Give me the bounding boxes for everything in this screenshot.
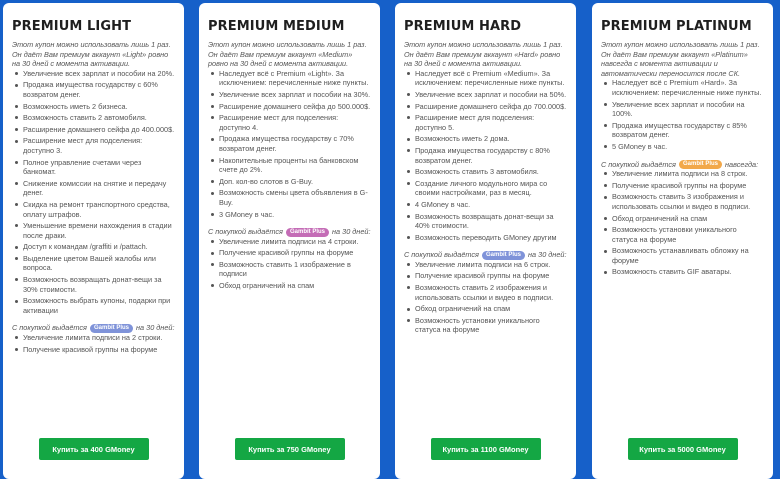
feature-item: Доп. кол-во слотов в G-Buy. [208, 177, 371, 187]
bonus-suffix: на 30 дней: [332, 227, 371, 237]
bonus-item: Увеличение лимита подписи на 4 строки. [208, 237, 371, 247]
feature-item: Расширение мест для подселения: доступно 5. [404, 113, 567, 132]
feature-item: Создание личного модульного мира со своими настройками, раз в месяц. [404, 179, 567, 198]
feature-list [12, 69, 175, 316]
feature-item: Расширение домашнего сейфа до 400.000$. [12, 125, 175, 135]
feature-item: Наследует всё с Premium «Light». За исключением: перечисленные ниже пункты. [208, 69, 371, 88]
card-title: PREMIUM HARD [404, 19, 522, 34]
bonus-prefix: С покупкой выдаётся [601, 159, 676, 169]
feature-item: Расширение домашнего сейфа до 500.000$. [208, 102, 371, 112]
bonus-item: Получение красивой группы на форуме [12, 345, 175, 355]
bonus-heading [601, 160, 764, 170]
feature-list [208, 69, 371, 219]
bonus-item: Возможность ставить GIF аватары. [601, 267, 764, 277]
card-description: Этот купон можно использовать лишь 1 раз. Он даёт Вам премиум аккаунт «Light» ровно на 30 дней с момента активации. [12, 40, 171, 69]
feature-item: Расширение мест для подселения: доступно 3. [12, 136, 175, 155]
gambit-plus-badge: Gambit Plus [90, 324, 133, 333]
card-premium-medium [199, 3, 380, 479]
bonus-item: Увеличение лимита подписи на 8 строк. [601, 169, 764, 179]
bonus-item: Возможность устанавливать обложку на форуме [601, 246, 764, 265]
feature-list [601, 78, 764, 151]
feature-item: Наследует всё с Premium «Hard». За исключением: перечисленные ниже пункты. [601, 78, 764, 97]
gambit-plus-badge: Gambit Plus [482, 251, 525, 260]
card-description: Этот купон можно использовать лишь 1 раз. Он даёт Вам премиум аккаунт «Medium» ровно на 30 дней с момента активации. [208, 40, 367, 69]
feature-item: Продажа имущества государству с 85% возвратом денег. [601, 121, 764, 140]
feature-item: Продажа имущества государству с 70% возвратом денег. [208, 134, 371, 153]
bonus-item: Возможность ставить 2 изображения и использовать ссылки и видео в подписи. [404, 283, 567, 302]
feature-item: Возможность переводить GMoney другим [404, 233, 567, 243]
feature-item: Расширение мест для подселения: доступно 4. [208, 113, 371, 132]
bonus-item: Возможность установки уникального статуса на форуме [601, 225, 764, 244]
bonus-item: Получение красивой группы на форуме [404, 271, 567, 281]
buy-premium-hard-button[interactable]: Купить за 1100 GMoney [431, 438, 541, 460]
bonus-prefix: С покупкой выдаётся [208, 227, 283, 237]
feature-item: Возможность ставить 3 автомобиля. [404, 167, 567, 177]
bonus-item: Получение красивой группы на форуме [601, 181, 764, 191]
bonus-suffix: на 30 дней: [136, 323, 175, 333]
feature-item: 3 GMoney в час. [208, 210, 371, 220]
bonus-item: Увеличение лимита подписи на 2 строки. [12, 333, 175, 343]
card-title: PREMIUM MEDIUM [208, 19, 345, 34]
feature-item: Возможность смены цвета объявления в G-Buy. [208, 188, 371, 207]
bonus-list [601, 169, 764, 277]
card-description: Этот купон можно использовать лишь 1 раз. Он даёт Вам премиум аккаунт «Hard» ровно на 30 дней с момента активации. [404, 40, 563, 69]
feature-item: 5 GMoney в час. [601, 142, 764, 152]
bonus-prefix: С покупкой выдаётся [12, 323, 87, 333]
buy-premium-platinum-button[interactable]: Купить за 5000 GMoney [628, 438, 738, 460]
bonus-item: Увеличение лимита подписи на 6 строк. [404, 260, 567, 270]
bonus-suffix: на 30 дней: [528, 250, 567, 260]
feature-item: Возможность возвращать донат-вещи за 40% стоимости. [404, 212, 567, 231]
bonus-item: Обход ограничений на спам [404, 304, 567, 314]
feature-item: Увеличение всех зарплат и пособии на 30%. [208, 90, 371, 100]
feature-item: 4 GMoney в час. [404, 200, 567, 210]
bonus-prefix: С покупкой выдаётся [404, 250, 479, 260]
bonus-suffix: навсегда: [725, 159, 759, 169]
feature-item: Доступ к командам /graffiti и /pattach. [12, 242, 175, 252]
bonus-list [404, 260, 567, 335]
bonus-item: Обход ограничений на спам [601, 214, 764, 224]
card-title: PREMIUM LIGHT [12, 19, 132, 34]
feature-item: Расширение домашнего сейфа до 700.000$. [404, 102, 567, 112]
card-title: PREMIUM PLATINUM [601, 19, 752, 34]
card-premium-hard [395, 3, 576, 479]
feature-item: Увеличение всех зарплат и пособии на 100%. [601, 100, 764, 119]
card-description: Этот купон можно использовать лишь 1 раз. Он даёт Вам премиум аккаунт «Platinum» навсегда с момента активации и автоматически переносится после СК. [601, 40, 760, 78]
bonus-item: Возможность ставить 3 изображения и использовать ссылки и видео в подписи. [601, 192, 764, 211]
feature-item: Накопительные проценты на банковском счете до 2%. [208, 156, 371, 175]
bonus-item: Обход ограничений на спам [208, 281, 371, 291]
gambit-plus-badge: Gambit Plus [679, 160, 722, 169]
bonus-heading [12, 323, 175, 333]
feature-item: Возможность иметь 2 дома. [404, 134, 567, 144]
bonus-list [208, 237, 371, 291]
card-premium-platinum [592, 3, 773, 479]
gambit-plus-badge: Gambit Plus [286, 228, 329, 237]
feature-item: Скидка на ремонт транспортного средства, оплату штрафов. [12, 200, 175, 219]
feature-item: Возможность иметь 2 бизнеса. [12, 102, 175, 112]
feature-item: Продажа имущества государству с 60% возвратом денег. [12, 80, 175, 99]
bonus-list [12, 333, 175, 354]
buy-premium-light-button[interactable]: Купить за 400 GMoney [39, 438, 149, 460]
feature-item: Снижение комиссии на снятие и передачу денег. [12, 179, 175, 198]
bonus-item: Возможность ставить 1 изображение в подписи [208, 260, 371, 279]
feature-item: Полное управление счетами через банкомат. [12, 158, 175, 177]
card-premium-light [3, 3, 184, 479]
bonus-item: Получение красивой группы на форуме [208, 248, 371, 258]
feature-list [404, 69, 567, 243]
feature-item: Наследует всё с Premium «Medium». За исключением: перечисленные ниже пункты. [404, 69, 567, 88]
feature-item: Уменьшение времени нахождения в стадии после драки. [12, 221, 175, 240]
feature-item: Продажа имущества государству с 80% возвратом денег. [404, 146, 567, 165]
feature-item: Выделение цветом Вашей жалобы или вопроса. [12, 254, 175, 273]
feature-item: Возможность выбрать купоны, подарки при активации [12, 296, 175, 315]
feature-item: Возможность возвращать донат-вещи за 30% стоимости. [12, 275, 175, 294]
feature-item: Увеличение всех зарплат и пособии на 20%. [12, 69, 175, 79]
bonus-heading [208, 227, 371, 237]
buy-premium-medium-button[interactable]: Купить за 750 GMoney [235, 438, 345, 460]
feature-item: Увеличение всех зарплат и пособии на 50%. [404, 90, 567, 100]
bonus-heading [404, 250, 567, 260]
bonus-item: Возможность установки уникального статуса на форуме [404, 316, 567, 335]
feature-item: Возможность ставить 2 автомобиля. [12, 113, 175, 123]
